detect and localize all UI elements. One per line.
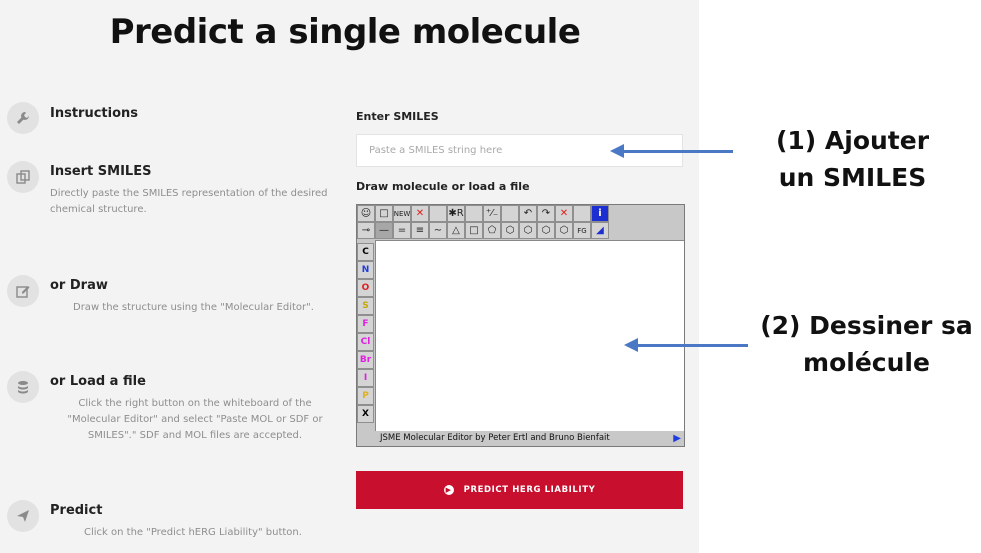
toolbar-button-9[interactable]: ↶ <box>519 205 537 222</box>
editor-toolbar-bonds <box>357 222 609 239</box>
bond-tool-button-4[interactable]: ∼ <box>429 222 447 239</box>
annotation-draw-line1: (2) Dessiner sa <box>760 311 973 340</box>
bond-tool-button-5[interactable]: △ <box>447 222 465 239</box>
atom-button-cl[interactable]: Cl <box>357 333 374 351</box>
arrow-line-smiles <box>622 150 733 153</box>
step-desc-or-draw: Draw the structure using the "Molecular Editor". <box>73 302 314 313</box>
toolbar-button-13[interactable]: i <box>591 205 609 222</box>
predict-button-label: PREDICT HERG LIABILITY <box>463 485 596 495</box>
annotation-smiles-line2: un SMILES <box>778 163 927 192</box>
atom-button-s[interactable]: S <box>357 297 374 315</box>
toolbar-button-2[interactable]: NEW <box>393 205 411 222</box>
bond-tool-button-11[interactable]: ⬡ <box>555 222 573 239</box>
editor-canvas[interactable] <box>375 240 684 432</box>
draw-label: Draw molecule or load a file <box>356 180 530 193</box>
editor-credit: JSME Molecular Editor by Peter Ertl and Bruno Bienfait <box>380 433 610 443</box>
annotation-draw <box>752 307 981 381</box>
wrench-icon <box>7 102 39 134</box>
bond-tool-button-3[interactable]: ≡ <box>411 222 429 239</box>
bond-tool-button-9[interactable]: ⬡ <box>519 222 537 239</box>
database-icon <box>7 371 39 403</box>
toolbar-button-7[interactable]: ⁺⁄₋ <box>483 205 501 222</box>
step-title-load-file: or Load a file <box>50 374 146 389</box>
editor-status-bar <box>375 431 684 446</box>
step-title-predict: Predict <box>50 503 103 518</box>
toolbar-button-12[interactable] <box>573 205 591 222</box>
edit-icon <box>7 275 39 307</box>
atom-button-o[interactable]: O <box>357 279 374 297</box>
atom-button-x[interactable]: X <box>357 405 374 423</box>
toolbar-button-5[interactable]: ✱R <box>447 205 465 222</box>
step-title-instructions: Instructions <box>50 106 139 121</box>
annotation-smiles <box>740 122 965 196</box>
bond-tool-button-8[interactable]: ⬡ <box>501 222 519 239</box>
bond-tool-button-12[interactable]: FG <box>573 222 591 239</box>
atom-button-f[interactable]: F <box>357 315 374 333</box>
predict-button[interactable] <box>356 471 683 509</box>
smiles-label: Enter SMILES <box>356 110 439 123</box>
page-title: Predict a single molecule <box>109 12 581 52</box>
step-title-or-draw: or Draw <box>50 278 108 293</box>
arrow-circle-icon: ▶ <box>444 485 454 495</box>
atom-button-c[interactable]: C <box>357 243 374 261</box>
toolbar-button-10[interactable]: ↷ <box>537 205 555 222</box>
step-desc-insert-smiles: Directly paste the SMILES representation of the desired chemical structure. <box>50 188 328 215</box>
bond-tool-button-1[interactable]: — <box>375 222 393 239</box>
toolbar-button-3[interactable]: ✕ <box>411 205 429 222</box>
bond-tool-button-6[interactable]: □ <box>465 222 483 239</box>
atom-button-p[interactable]: P <box>357 387 374 405</box>
editor-atom-palette <box>357 243 375 423</box>
toolbar-button-11[interactable]: ✕ <box>555 205 573 222</box>
molecular-editor <box>356 204 685 447</box>
bond-tool-button-13[interactable]: ◢ <box>591 222 609 239</box>
toolbar-button-4[interactable] <box>429 205 447 222</box>
toolbar-button-8[interactable] <box>501 205 519 222</box>
bond-tool-button-10[interactable]: ⬡ <box>537 222 555 239</box>
arrow-line-draw <box>636 344 748 347</box>
atom-button-n[interactable]: N <box>357 261 374 279</box>
annotation-smiles-line1: (1) Ajouter <box>775 126 930 155</box>
toolbar-button-0[interactable]: ☺ <box>357 205 375 222</box>
editor-toolbar-top <box>357 205 609 222</box>
atom-button-br[interactable]: Br <box>357 351 374 369</box>
step-desc-predict: Click on the "Predict hERG Liability" button. <box>84 527 302 538</box>
copy-icon <box>7 161 39 193</box>
play-icon[interactable]: ▶ <box>673 433 681 444</box>
step-desc-load-file: Click the right button on the whiteboard of the "Molecular Editor" and select "Paste MOL or SDF or SMILES"." SDF and MOL files are accepted. <box>67 398 323 441</box>
bond-tool-button-2[interactable]: = <box>393 222 411 239</box>
bond-tool-button-7[interactable]: ⬠ <box>483 222 501 239</box>
paper-plane-icon <box>7 500 39 532</box>
bond-tool-button-0[interactable]: ⊸ <box>357 222 375 239</box>
toolbar-button-6[interactable] <box>465 205 483 222</box>
atom-button-i[interactable]: I <box>357 369 374 387</box>
step-title-insert-smiles: Insert SMILES <box>50 164 152 179</box>
toolbar-button-1[interactable]: □ <box>375 205 393 222</box>
annotation-draw-line2: molécule <box>803 348 930 377</box>
